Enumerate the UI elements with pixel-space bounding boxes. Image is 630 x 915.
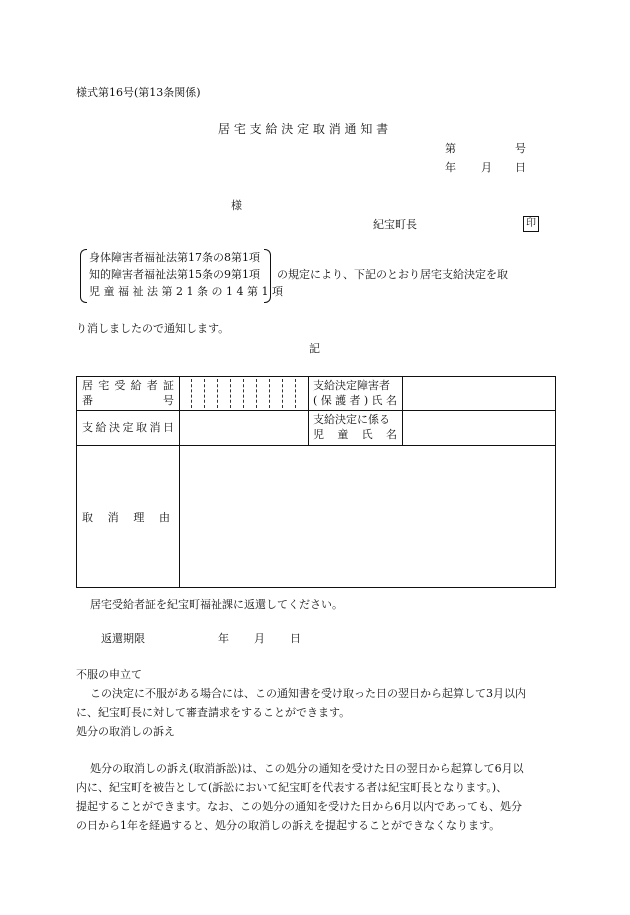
info-table <box>76 376 556 588</box>
label-recipient-cert <box>82 379 174 392</box>
law-line-2: 知的障害者福祉法第15条の9第1項 <box>89 268 260 281</box>
digit-separator <box>204 379 205 408</box>
label-char: 居 <box>82 379 93 392</box>
digit-separator <box>191 379 192 408</box>
form-number: 様式第16号(第13条関係) <box>76 86 201 99</box>
label-char: 由 <box>158 511 170 524</box>
label-child-name <box>313 428 397 441</box>
table-vline-3 <box>402 377 403 445</box>
digit-separator <box>256 379 257 408</box>
label-char: 取 <box>136 421 147 434</box>
label-cancel-reason <box>82 511 170 524</box>
law-line-1: 身体障害者福祉法第17条の8第1項 <box>89 251 260 264</box>
digit-separator <box>269 379 270 408</box>
label-char: 宅 <box>98 379 110 392</box>
bracket-left <box>80 249 87 303</box>
return-deadline-month: 月 <box>254 632 265 645</box>
label-number <box>82 394 174 407</box>
label-char: 決 <box>109 421 120 434</box>
label-char: 消 <box>149 421 161 434</box>
label-char: 護 <box>335 394 347 407</box>
digit-separator <box>295 379 296 408</box>
document-title: 居 宅 支 給 決 定 取 消 通 知 書 <box>218 122 389 136</box>
number-dai: 第 <box>445 142 456 155</box>
label-char: ) <box>363 394 369 407</box>
date-year: 年 <box>445 161 456 174</box>
lawsuit-line-3: 提起することができます。なお、この処分の通知を受けた日から6月以内であっても、処分 <box>76 800 523 813</box>
return-deadline-year: 年 <box>218 632 229 645</box>
issuer-name: 紀宝町長 <box>373 218 417 231</box>
label-disabled-person: 支給決定障害者 <box>313 379 390 392</box>
return-deadline-day: 日 <box>290 632 301 645</box>
law-line-3: 児 童 福 祉 法 第 2 1 条 の 1 4 第 1 項 <box>89 285 283 298</box>
body-line-2: り消しましたので通知します。 <box>76 322 230 335</box>
label-char: ( <box>313 394 318 407</box>
ki-mark: 記 <box>309 342 320 355</box>
table-hline-1 <box>77 410 555 411</box>
label-char: 者 <box>349 394 361 407</box>
addressee-suffix: 様 <box>231 199 242 212</box>
return-notice: 居宅受給者証を紀宝町福祉課に返還してください。 <box>90 598 343 611</box>
table-vline-2 <box>308 377 309 445</box>
label-char: 番 <box>82 394 93 407</box>
label-char: 童 <box>337 428 349 441</box>
date-day: 日 <box>515 161 526 174</box>
return-deadline-label: 返還期限 <box>101 632 145 645</box>
label-related-decision: 支給決定に係る <box>313 413 390 426</box>
label-char: 給 <box>130 379 142 392</box>
digit-separator <box>230 379 231 408</box>
table-vline-1 <box>179 377 180 587</box>
digit-separator <box>217 379 218 408</box>
label-char: 取 <box>82 511 93 524</box>
digit-separator <box>282 379 283 408</box>
label-char: 者 <box>146 379 158 392</box>
date-month: 月 <box>481 161 492 174</box>
label-char: 児 <box>313 428 324 441</box>
label-cancel-date <box>82 421 174 434</box>
label-char: 氏 <box>361 428 373 441</box>
label-char: 理 <box>133 511 145 524</box>
label-char: 支 <box>82 421 93 434</box>
label-char: 日 <box>163 421 174 434</box>
label-char: 号 <box>163 394 174 407</box>
lawsuit-line-1: 処分の取消しの訴え(取消訴訟)は、この処分の通知を受けた日の翌日から起算して6月以 <box>90 762 524 775</box>
label-char: 消 <box>107 511 119 524</box>
label-char: 名 <box>385 394 397 407</box>
table-hline-2 <box>77 445 555 446</box>
number-go: 号 <box>515 142 526 155</box>
lawsuit-line-2: 内に、紀宝町を被告として(訴訟において紀宝町を代表する者は紀宝町長となります。)、 <box>76 781 508 794</box>
lawsuit-heading: 処分の取消しの訴え <box>76 725 175 738</box>
lawsuit-line-4: の日から1年を経過すると、処分の取消しの訴えを提起することができなくなります。 <box>76 819 501 832</box>
objection-line-2: に、紀宝町長に対して審査請求をすることができます。 <box>76 706 351 719</box>
label-guardian-name <box>313 394 397 407</box>
label-char: 給 <box>95 421 107 434</box>
label-char: 氏 <box>371 394 383 407</box>
objection-heading: 不服の申立て <box>76 668 142 681</box>
seal-stamp: 印 <box>523 216 539 232</box>
objection-line-1: この決定に不服がある場合には、この通知書を受け取った日の翌日から起算して3月以内 <box>90 687 526 700</box>
label-char: 定 <box>122 421 134 434</box>
label-char: 保 <box>320 394 332 407</box>
label-char: 受 <box>114 379 126 392</box>
body-line-1: の規定により、下記のとおり居宅支給決定を取 <box>277 268 508 281</box>
label-char: 名 <box>385 428 397 441</box>
label-char: 証 <box>162 379 174 392</box>
digit-separator <box>243 379 244 408</box>
